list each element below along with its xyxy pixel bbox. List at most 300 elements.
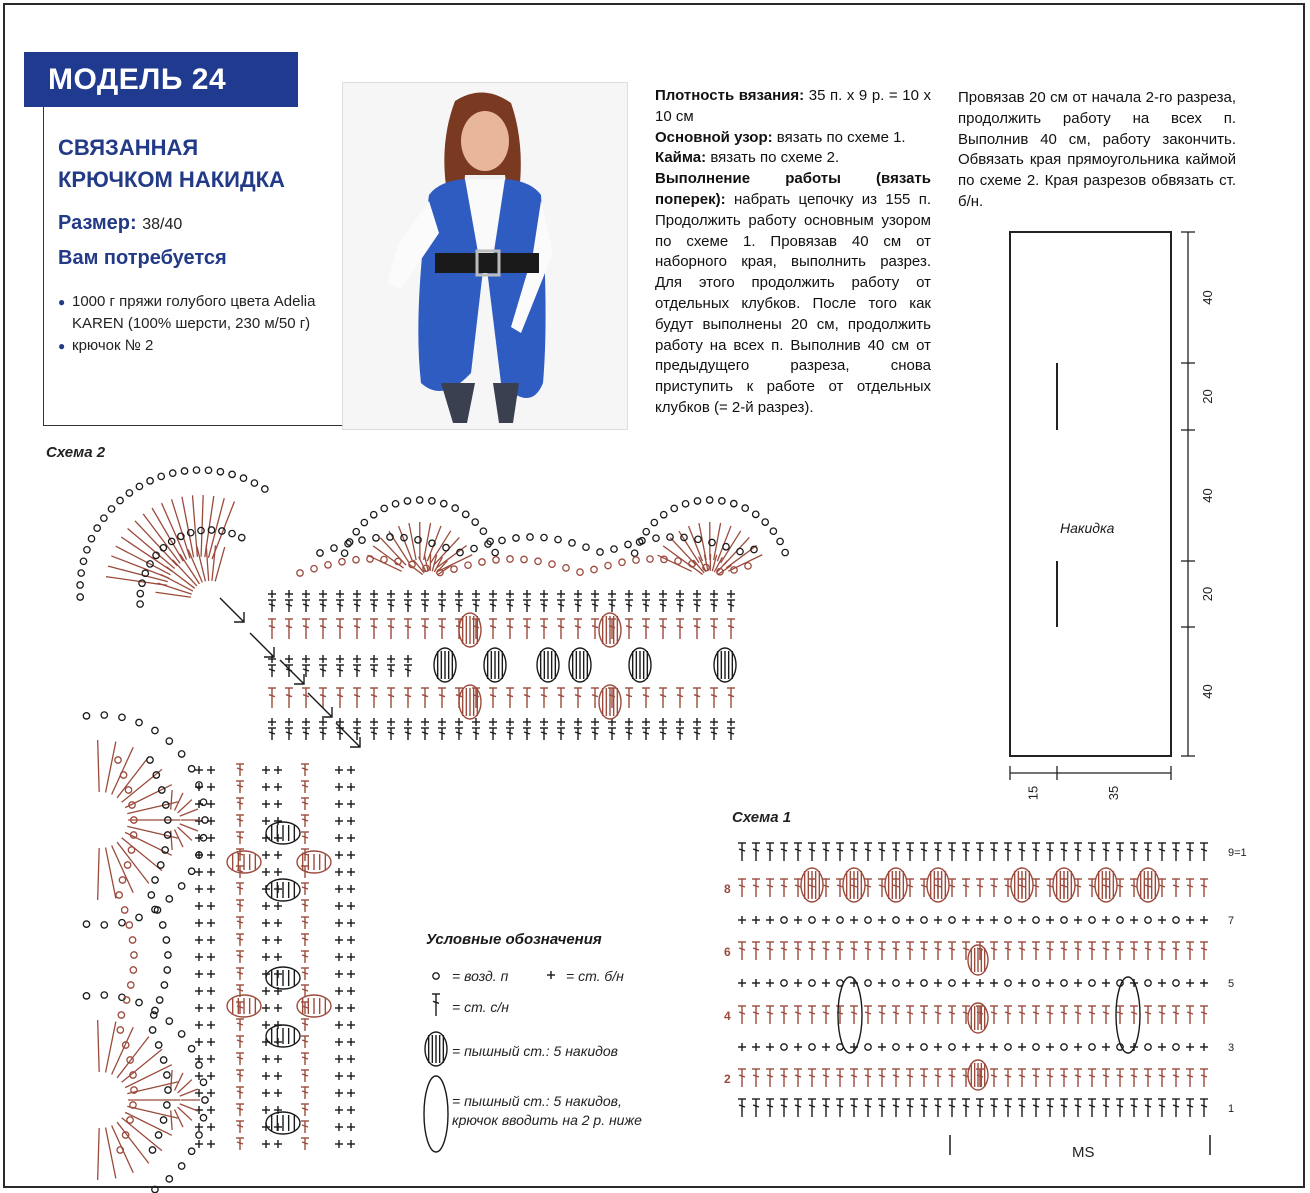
double-crochet-symbol bbox=[1144, 1006, 1152, 1024]
chain-stitch-symbol bbox=[865, 980, 871, 986]
double-crochet-symbol bbox=[864, 843, 872, 861]
single-crochet-symbol bbox=[274, 953, 282, 961]
chain-stitch-symbol bbox=[101, 992, 107, 998]
chain-stitch-symbol bbox=[777, 538, 783, 544]
double-crochet-symbol bbox=[934, 942, 942, 960]
double-crochet-symbol bbox=[808, 942, 816, 960]
single-crochet-symbol bbox=[625, 718, 633, 726]
fan-stitch-symbol bbox=[172, 499, 190, 558]
double-crochet-symbol bbox=[404, 619, 412, 639]
double-crochet-symbol bbox=[766, 1099, 774, 1117]
double-crochet-symbol bbox=[1032, 1099, 1040, 1117]
puff-stitch-symbol bbox=[714, 648, 736, 682]
chain-stitch-symbol bbox=[597, 549, 603, 555]
single-crochet-symbol bbox=[262, 817, 270, 825]
chain-stitch-symbol bbox=[166, 1176, 172, 1182]
diagram-2-edge-chart bbox=[77, 467, 788, 1193]
single-crochet-symbol bbox=[274, 1004, 282, 1012]
dimension-label-height: 20 bbox=[1200, 586, 1215, 602]
double-crochet-symbol bbox=[523, 600, 531, 612]
double-crochet-symbol bbox=[301, 1121, 309, 1133]
double-crochet-symbol bbox=[404, 600, 412, 612]
fan-stitch-symbol bbox=[122, 769, 162, 802]
single-crochet-symbol bbox=[822, 916, 830, 924]
double-crochet-symbol bbox=[1004, 843, 1012, 861]
legend-dc: = ст. с/н bbox=[452, 999, 509, 1015]
chain-stitch-symbol bbox=[152, 727, 158, 733]
double-crochet-symbol bbox=[353, 600, 361, 612]
double-crochet-symbol bbox=[301, 781, 309, 793]
single-crochet-symbol bbox=[347, 936, 355, 944]
single-crochet-symbol bbox=[878, 916, 886, 924]
chain-stitch-symbol bbox=[770, 528, 776, 534]
double-crochet-symbol bbox=[574, 619, 582, 639]
double-crochet-symbol bbox=[780, 1069, 788, 1087]
elongated-puff-symbol bbox=[838, 977, 862, 1053]
single-crochet-symbol bbox=[207, 1123, 215, 1131]
chain-stitch-symbol bbox=[83, 993, 89, 999]
single-crochet-symbol bbox=[347, 987, 355, 995]
chain-stitch-symbol bbox=[118, 1012, 124, 1018]
double-crochet-symbol bbox=[752, 843, 760, 861]
double-crochet-symbol bbox=[1074, 843, 1082, 861]
row-number-left: 6 bbox=[724, 945, 731, 959]
fan-stitch-symbol bbox=[171, 1110, 172, 1129]
double-crochet-symbol bbox=[693, 688, 701, 708]
double-crochet-symbol bbox=[1088, 843, 1096, 861]
fan-stitch-symbol bbox=[180, 809, 198, 816]
double-crochet-symbol bbox=[353, 619, 361, 639]
single-crochet-symbol bbox=[1074, 1043, 1082, 1051]
chain-stitch-symbol bbox=[1033, 980, 1039, 986]
single-crochet-symbol bbox=[335, 1089, 343, 1097]
double-crochet-symbol bbox=[752, 879, 760, 897]
single-crochet-symbol bbox=[710, 718, 718, 726]
single-crochet-symbol bbox=[207, 783, 215, 791]
elongated-puff-symbol bbox=[424, 1076, 448, 1152]
single-crochet-symbol bbox=[195, 987, 203, 995]
pattern-label: Основной узор: bbox=[655, 128, 773, 146]
single-crochet-symbol bbox=[335, 936, 343, 944]
double-crochet-symbol bbox=[236, 1138, 244, 1150]
double-crochet-symbol bbox=[336, 665, 344, 677]
chain-stitch-symbol bbox=[563, 565, 569, 571]
single-crochet-symbol bbox=[262, 1089, 270, 1097]
double-crochet-symbol bbox=[878, 1069, 886, 1087]
single-crochet-symbol bbox=[335, 902, 343, 910]
single-crochet-symbol bbox=[934, 916, 942, 924]
double-crochet-symbol bbox=[676, 688, 684, 708]
double-crochet-symbol bbox=[710, 600, 718, 612]
double-crochet-symbol bbox=[301, 917, 309, 929]
double-crochet-symbol bbox=[387, 600, 395, 612]
chain-stitch-symbol bbox=[1173, 980, 1179, 986]
single-crochet-symbol bbox=[207, 766, 215, 774]
diagram-2-label: Схема 2 bbox=[46, 444, 106, 461]
chain-stitch-symbol bbox=[148, 892, 154, 898]
single-crochet-symbol bbox=[262, 1106, 270, 1114]
chain-stitch-symbol bbox=[127, 1117, 133, 1123]
chain-stitch-symbol bbox=[341, 550, 347, 556]
double-crochet-symbol bbox=[1074, 1069, 1082, 1087]
double-crochet-symbol bbox=[693, 600, 701, 612]
chain-stitch-symbol bbox=[77, 582, 83, 588]
chain-stitch-symbol bbox=[611, 546, 617, 552]
double-crochet-symbol bbox=[1158, 1099, 1166, 1117]
chain-stitch-symbol bbox=[101, 515, 107, 521]
single-crochet-symbol bbox=[421, 590, 429, 598]
single-crochet-symbol bbox=[693, 590, 701, 598]
chain-stitch-symbol bbox=[706, 497, 712, 503]
double-crochet-symbol bbox=[574, 600, 582, 612]
chain-stitch-symbol bbox=[661, 512, 667, 518]
single-crochet-symbol bbox=[934, 979, 942, 987]
double-crochet-symbol bbox=[920, 1099, 928, 1117]
chain-stitch-symbol bbox=[433, 973, 439, 979]
dimension-label-height: 20 bbox=[1200, 389, 1215, 404]
double-crochet-symbol bbox=[780, 1099, 788, 1117]
double-crochet-symbol bbox=[302, 619, 310, 639]
fan-stitch-symbol bbox=[156, 592, 191, 597]
puff-stitch-symbol bbox=[569, 648, 591, 682]
chain-stitch-symbol bbox=[465, 562, 471, 568]
double-crochet-symbol bbox=[794, 1099, 802, 1117]
chain-stitch-symbol bbox=[1173, 917, 1179, 923]
puff-stitch-symbol bbox=[599, 613, 621, 647]
chain-stitch-symbol bbox=[152, 877, 158, 883]
double-crochet-symbol bbox=[1046, 1006, 1054, 1024]
double-crochet-symbol bbox=[892, 1006, 900, 1024]
single-crochet-symbol bbox=[262, 919, 270, 927]
single-crochet-symbol bbox=[822, 1043, 830, 1051]
chain-stitch-symbol bbox=[229, 471, 235, 477]
puff-stitch-symbol bbox=[484, 648, 506, 682]
double-crochet-symbol bbox=[1158, 843, 1166, 861]
chain-stitch-symbol bbox=[429, 498, 435, 504]
double-crochet-symbol bbox=[591, 600, 599, 612]
double-crochet-symbol bbox=[850, 942, 858, 960]
double-crochet-symbol bbox=[236, 900, 244, 912]
chain-stitch-symbol bbox=[671, 505, 677, 511]
double-crochet-symbol bbox=[268, 728, 276, 740]
chain-stitch-symbol bbox=[1089, 1044, 1095, 1050]
double-crochet-symbol bbox=[693, 619, 701, 639]
double-crochet-symbol bbox=[808, 1006, 816, 1024]
single-crochet-symbol bbox=[335, 885, 343, 893]
double-crochet-symbol bbox=[1130, 1099, 1138, 1117]
single-crochet-symbol bbox=[262, 851, 270, 859]
puff-stitch-symbol bbox=[266, 1112, 300, 1134]
dimension-label-width: 15 bbox=[1025, 785, 1041, 801]
single-crochet-symbol bbox=[906, 979, 914, 987]
dimension-label-height: 40 bbox=[1200, 488, 1215, 503]
chain-stitch-symbol bbox=[577, 569, 583, 575]
single-crochet-symbol bbox=[319, 718, 327, 726]
material-hook: ● крючок № 2 bbox=[58, 335, 318, 357]
fan-stitch-symbol bbox=[178, 800, 192, 813]
double-crochet-symbol bbox=[353, 665, 361, 677]
double-crochet-symbol bbox=[752, 1069, 760, 1087]
size-label: Размер: bbox=[58, 212, 137, 234]
chain-stitch-symbol bbox=[94, 525, 100, 531]
puff-stitch-symbol bbox=[968, 1003, 988, 1033]
double-crochet-symbol bbox=[387, 665, 395, 677]
single-crochet-symbol bbox=[195, 936, 203, 944]
double-crochet-symbol bbox=[540, 619, 548, 639]
double-crochet-symbol bbox=[268, 665, 276, 677]
double-crochet-symbol bbox=[1186, 1099, 1194, 1117]
single-crochet-symbol bbox=[195, 868, 203, 876]
double-crochet-symbol bbox=[432, 994, 440, 1016]
single-crochet-symbol bbox=[976, 979, 984, 987]
double-crochet-symbol bbox=[540, 688, 548, 708]
single-crochet-symbol bbox=[268, 655, 276, 663]
single-crochet-symbol bbox=[274, 1072, 282, 1080]
single-crochet-symbol bbox=[1186, 1043, 1194, 1051]
single-crochet-symbol bbox=[347, 766, 355, 774]
chain-stitch-symbol bbox=[128, 847, 134, 853]
double-crochet-symbol bbox=[1186, 942, 1194, 960]
double-crochet-symbol bbox=[591, 688, 599, 708]
double-crochet-symbol bbox=[1130, 1069, 1138, 1087]
fan-stitch-symbol bbox=[178, 827, 192, 840]
chain-stitch-symbol bbox=[136, 483, 142, 489]
double-crochet-symbol bbox=[1004, 1006, 1012, 1024]
puff-stitch-symbol bbox=[927, 868, 949, 902]
double-crochet-symbol bbox=[642, 688, 650, 708]
fan-stitch-symbol bbox=[122, 838, 162, 871]
material-yarn: ● 1000 г пряжи голубого цвета Adelia KAREN (100% шерсти, 230 м/50 г) bbox=[58, 291, 318, 335]
double-crochet-symbol bbox=[850, 1069, 858, 1087]
double-crochet-symbol bbox=[822, 843, 830, 861]
chain-stitch-symbol bbox=[653, 535, 659, 541]
double-crochet-symbol bbox=[438, 688, 446, 708]
double-crochet-symbol bbox=[850, 1099, 858, 1117]
chain-stitch-symbol bbox=[128, 982, 134, 988]
single-crochet-symbol bbox=[976, 1043, 984, 1051]
fan-stitch-symbol bbox=[215, 547, 225, 581]
double-crochet-symbol bbox=[659, 619, 667, 639]
double-crochet-symbol bbox=[625, 688, 633, 708]
double-crochet-symbol bbox=[1018, 1006, 1026, 1024]
single-crochet-symbol bbox=[990, 1043, 998, 1051]
double-crochet-symbol bbox=[236, 934, 244, 946]
single-crochet-symbol bbox=[262, 1072, 270, 1080]
double-crochet-symbol bbox=[892, 1069, 900, 1087]
single-crochet-symbol bbox=[335, 919, 343, 927]
single-crochet-symbol bbox=[766, 916, 774, 924]
double-crochet-symbol bbox=[236, 1104, 244, 1116]
single-crochet-symbol bbox=[195, 902, 203, 910]
chain-stitch-symbol bbox=[158, 473, 164, 479]
double-crochet-symbol bbox=[1088, 942, 1096, 960]
single-crochet-symbol bbox=[335, 1004, 343, 1012]
double-crochet-symbol bbox=[1186, 843, 1194, 861]
chain-stitch-symbol bbox=[1033, 917, 1039, 923]
chain-stitch-symbol bbox=[88, 536, 94, 542]
single-crochet-symbol bbox=[347, 1123, 355, 1131]
double-crochet-symbol bbox=[302, 600, 310, 612]
single-crochet-symbol bbox=[1200, 916, 1208, 924]
single-crochet-symbol bbox=[335, 1072, 343, 1080]
single-crochet-symbol bbox=[557, 590, 565, 598]
double-crochet-symbol bbox=[268, 688, 276, 708]
double-crochet-symbol bbox=[1046, 1069, 1054, 1087]
chain-stitch-symbol bbox=[152, 1186, 158, 1192]
work-label: Выполнение работы (вязать поперек): bbox=[655, 170, 931, 208]
single-crochet-symbol bbox=[547, 971, 555, 979]
puff-stitch-symbol bbox=[885, 868, 907, 902]
single-crochet-symbol bbox=[1200, 1043, 1208, 1051]
chain-stitch-symbol bbox=[521, 556, 527, 562]
single-crochet-symbol bbox=[274, 902, 282, 910]
single-crochet-symbol bbox=[195, 885, 203, 893]
single-crochet-symbol bbox=[274, 783, 282, 791]
chain-stitch-symbol bbox=[126, 922, 132, 928]
single-crochet-symbol bbox=[934, 1043, 942, 1051]
chain-stitch-symbol bbox=[178, 883, 184, 889]
chain-stitch-symbol bbox=[682, 501, 688, 507]
double-crochet-symbol bbox=[421, 600, 429, 612]
double-crochet-symbol bbox=[301, 815, 309, 827]
single-crochet-symbol bbox=[387, 655, 395, 663]
chain-stitch-symbol bbox=[893, 917, 899, 923]
double-crochet-symbol bbox=[864, 1069, 872, 1087]
chain-stitch-symbol bbox=[198, 527, 204, 533]
double-crochet-symbol bbox=[642, 728, 650, 740]
double-crochet-symbol bbox=[892, 843, 900, 861]
single-crochet-symbol bbox=[506, 718, 514, 726]
chain-stitch-symbol bbox=[1173, 1044, 1179, 1050]
chain-stitch-symbol bbox=[205, 467, 211, 473]
double-crochet-symbol bbox=[1172, 942, 1180, 960]
chain-stitch-symbol bbox=[196, 1132, 202, 1138]
double-crochet-symbol bbox=[472, 728, 480, 740]
double-crochet-symbol bbox=[608, 728, 616, 740]
dimension-label-height: 40 bbox=[1200, 290, 1215, 305]
single-crochet-symbol bbox=[195, 1123, 203, 1131]
puff-stitch-symbol bbox=[1137, 868, 1159, 902]
chain-stitch-symbol bbox=[188, 868, 194, 874]
chain-stitch-symbol bbox=[633, 557, 639, 563]
fan-stitch-symbol bbox=[212, 545, 216, 581]
chain-stitch-symbol bbox=[1089, 980, 1095, 986]
chain-stitch-symbol bbox=[1145, 980, 1151, 986]
chain-stitch-symbol bbox=[359, 537, 365, 543]
double-crochet-symbol bbox=[236, 1087, 244, 1099]
double-crochet-symbol bbox=[976, 879, 984, 897]
puff-stitch-symbol bbox=[599, 685, 621, 719]
single-crochet-symbol bbox=[207, 1106, 215, 1114]
repeat-label: MS bbox=[1072, 1144, 1095, 1161]
chain-stitch-symbol bbox=[471, 545, 477, 551]
single-crochet-symbol bbox=[302, 655, 310, 663]
single-crochet-symbol bbox=[347, 919, 355, 927]
chain-stitch-symbol bbox=[131, 952, 137, 958]
puff-stitch-symbol bbox=[843, 868, 865, 902]
double-crochet-symbol bbox=[1144, 942, 1152, 960]
chain-stitch-symbol bbox=[165, 1087, 171, 1093]
fan-stitch-symbol bbox=[106, 1127, 116, 1178]
single-crochet-symbol bbox=[404, 718, 412, 726]
chain-stitch-symbol bbox=[781, 980, 787, 986]
chain-stitch-symbol bbox=[416, 497, 422, 503]
double-crochet-symbol bbox=[608, 619, 616, 639]
double-crochet-symbol bbox=[766, 843, 774, 861]
double-crochet-symbol bbox=[976, 1099, 984, 1117]
chain-stitch-symbol bbox=[78, 570, 84, 576]
chain-stitch-symbol bbox=[202, 817, 208, 823]
puff-stitch-symbol bbox=[968, 1060, 988, 1090]
puff-stitch-symbol bbox=[459, 685, 481, 719]
double-crochet-symbol bbox=[506, 619, 514, 639]
chain-stitch-symbol bbox=[161, 982, 167, 988]
double-crochet-symbol bbox=[822, 1099, 830, 1117]
double-crochet-symbol bbox=[1130, 843, 1138, 861]
single-crochet-symbol bbox=[335, 800, 343, 808]
double-crochet-symbol bbox=[892, 942, 900, 960]
single-crochet-symbol bbox=[794, 1043, 802, 1051]
single-crochet-symbol bbox=[353, 718, 361, 726]
chain-stitch-symbol bbox=[345, 540, 351, 546]
chain-stitch-symbol bbox=[1005, 1044, 1011, 1050]
single-crochet-symbol bbox=[262, 868, 270, 876]
fan-stitch-symbol bbox=[112, 1125, 134, 1172]
fan-stitch-symbol bbox=[178, 1080, 192, 1093]
chain-stitch-symbol bbox=[921, 1044, 927, 1050]
double-crochet-symbol bbox=[285, 728, 293, 740]
single-crochet-symbol bbox=[262, 783, 270, 791]
chain-stitch-symbol bbox=[178, 1163, 184, 1169]
puff-stitch-symbol bbox=[1011, 868, 1033, 902]
double-crochet-symbol bbox=[1200, 1069, 1208, 1087]
double-crochet-symbol bbox=[591, 619, 599, 639]
chain-stitch-symbol bbox=[160, 1057, 166, 1063]
single-crochet-symbol bbox=[347, 885, 355, 893]
pattern-text: вязать по схеме 1. bbox=[776, 128, 906, 146]
single-crochet-symbol bbox=[347, 851, 355, 859]
single-crochet-symbol bbox=[738, 979, 746, 987]
chain-stitch-symbol bbox=[120, 772, 126, 778]
chain-stitch-symbol bbox=[625, 541, 631, 547]
single-crochet-symbol bbox=[207, 1004, 215, 1012]
chain-stitch-symbol bbox=[217, 469, 223, 475]
single-crochet-symbol bbox=[207, 1055, 215, 1063]
single-crochet-symbol bbox=[335, 868, 343, 876]
chain-stitch-symbol bbox=[163, 937, 169, 943]
row-number-left: 4 bbox=[724, 1009, 731, 1023]
double-crochet-symbol bbox=[336, 619, 344, 639]
single-crochet-symbol bbox=[335, 851, 343, 859]
double-crochet-symbol bbox=[370, 688, 378, 708]
chain-stitch-symbol bbox=[463, 511, 469, 517]
fan-stitch-symbol bbox=[106, 847, 116, 898]
chain-stitch-symbol bbox=[921, 980, 927, 986]
double-crochet-symbol bbox=[948, 843, 956, 861]
double-crochet-symbol bbox=[727, 600, 735, 612]
chain-stitch-symbol bbox=[865, 1044, 871, 1050]
single-crochet-symbol bbox=[207, 919, 215, 927]
single-crochet-symbol bbox=[370, 655, 378, 663]
diagram-1-label: Схема 1 bbox=[732, 809, 792, 826]
single-crochet-symbol bbox=[335, 1123, 343, 1131]
single-crochet-symbol bbox=[455, 590, 463, 598]
legend-chain: = возд. п bbox=[452, 968, 509, 984]
double-crochet-symbol bbox=[608, 688, 616, 708]
double-crochet-symbol bbox=[489, 619, 497, 639]
single-crochet-symbol bbox=[347, 1038, 355, 1046]
double-crochet-symbol bbox=[421, 728, 429, 740]
